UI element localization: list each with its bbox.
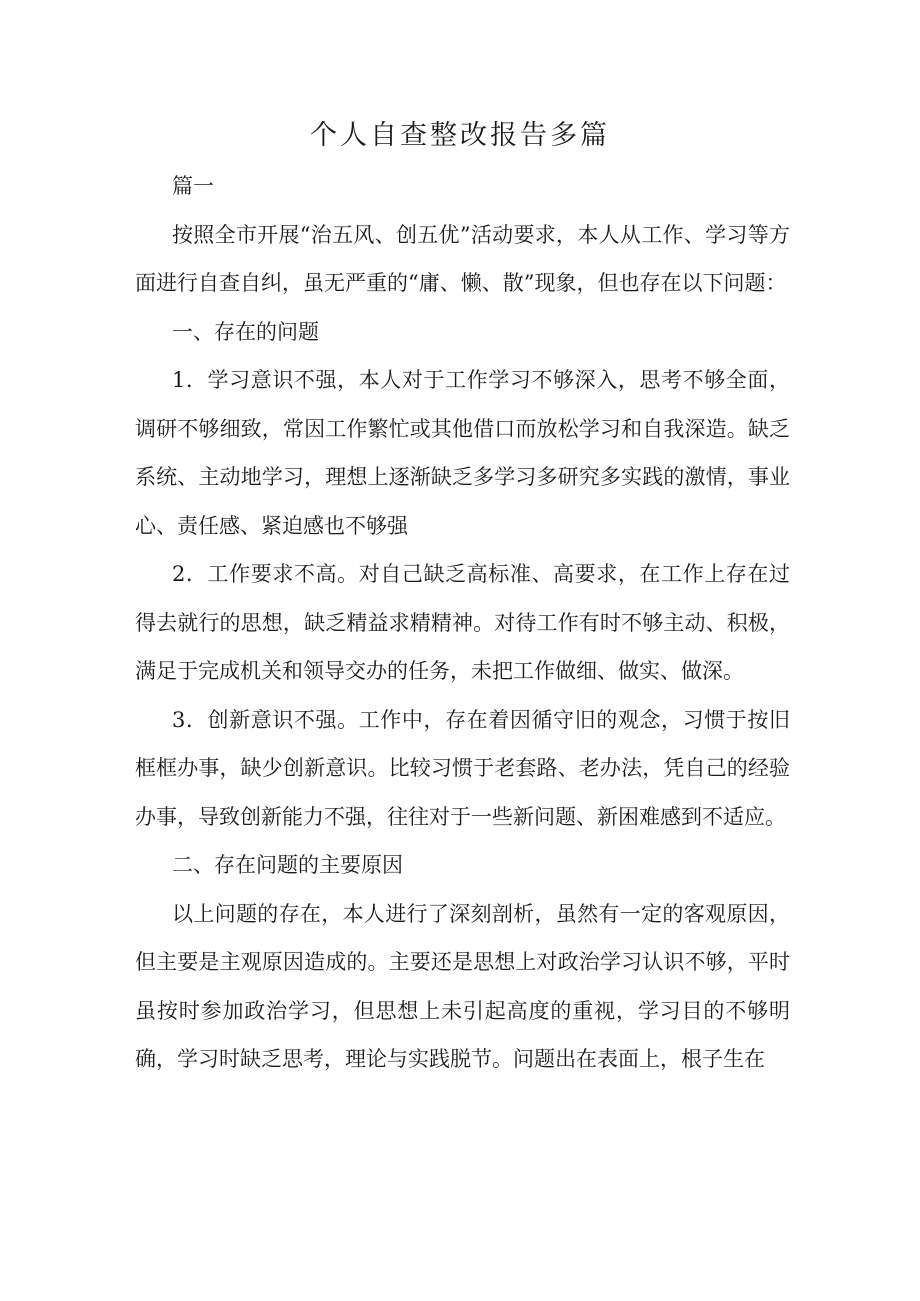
heading-problems: 一、存在的问题 xyxy=(172,319,319,344)
heading-causes: 二、存在问题的主要原因 xyxy=(172,853,403,877)
problem-item-3: 3．创新意识不强。工作中，存在着因循守旧的观念，习惯于按旧框框办事，缺少创新意识。比较习惯于老套路、老办法，凭自己的经验办事，导致创新能力不强，往往对于一些新问题、新困难感到不适应。 xyxy=(135,707,790,829)
problem-item-2: 2．工作要求不高。对自己缺乏高标准、高要求，在工作上存在过得去就行的思想，缺乏精益求精精神。对待工作有时不够主动、积极，满足于完成机关和领导交办的任务，未把工作做细、做实、做深。 xyxy=(135,562,790,683)
problem-item-1: 1．学习意识不强，本人对于工作学习不够深入，思考不够全面，调研不够细致，常因工作繁忙或其他借口而放松学习和自我深造。缺乏系统、主动地学习，理想上逐渐缺乏多学习多研究多实践的激情，事业心、责任感、紧迫感也不够强 xyxy=(135,368,790,538)
document-title: 个人自查整改报告多篇 xyxy=(310,120,610,151)
document-body xyxy=(135,162,790,1084)
intro-paragraph: 按照全市开展“治五风、创五优”活动要求，本人从工作、学习等方面进行自查自纠，虽无严重的“庸、懒、散”现象，但也存在以下问题： xyxy=(135,222,790,295)
cause-paragraph: 以上问题的存在，本人进行了深刻剖析，虽然有一定的客观原因，但主要是主观原因造成的。主要还是思想上对政治学习认识不够，平时虽按时参加政治学习，但思想上未引起高度的重视，学习目的不够明确，学习时缺乏思考，理论与实践脱节。问题出在表面上，根子生在 xyxy=(135,901,790,1071)
section-label: 篇一 xyxy=(172,174,214,198)
